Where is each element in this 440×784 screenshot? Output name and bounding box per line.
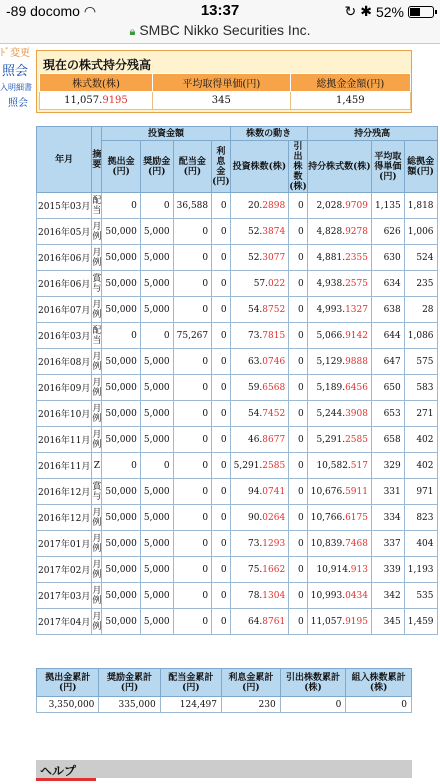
table-row (37, 375, 438, 401)
totals-value: 124,497 (160, 697, 221, 713)
table-row (37, 219, 438, 245)
cell-interest: 0 (212, 245, 231, 271)
cell-invest-shares: 5,291.2585 (230, 453, 289, 479)
left-menu-item[interactable]: 入明細書 (0, 83, 32, 92)
cell-interest: 0 (212, 557, 231, 583)
cell-hold-shares: 4,938.2575 (307, 271, 371, 297)
cell-dividend: 0 (173, 245, 212, 271)
table-row (37, 531, 438, 557)
cell-month: 2016年11月 (37, 427, 92, 453)
col-withdraw-shares: 引出株数(株) (289, 141, 307, 192)
cell-month: 2016年06月 (37, 245, 92, 271)
totals-header: 組入株数累計(株) (346, 669, 412, 697)
table-row (37, 427, 438, 453)
summary-header: 平均取得単価(円) (152, 74, 290, 92)
cell-invest-shares: 73.7815 (230, 323, 289, 349)
cell-hold-shares: 10,766.6175 (307, 505, 371, 531)
totals-value: 335,000 (99, 697, 160, 713)
cell-incentive: 5,000 (140, 531, 173, 557)
cell-incentive: 5,000 (140, 479, 173, 505)
cell-total-amount: 1,086 (404, 323, 437, 349)
cell-avg-cost: 650 (371, 375, 404, 401)
cell-incentive: 5,000 (140, 297, 173, 323)
cell-incentive: 5,000 (140, 349, 173, 375)
cell-contribution: 50,000 (102, 479, 141, 505)
cell-withdraw-shares: 0 (289, 349, 308, 375)
cell-month: 2017年04月 (37, 609, 92, 635)
cell-category: 賞 与 (92, 479, 102, 505)
table-row (37, 557, 438, 583)
cell-hold-shares: 5,066.9142 (307, 323, 371, 349)
col-total-amount: 総拠金額(円) (404, 141, 437, 193)
cell-dividend: 0 (173, 349, 212, 375)
cell-total-amount: 583 (404, 375, 437, 401)
table-row (37, 453, 438, 479)
col-contribution: 拠出金(円) (102, 141, 141, 193)
totals-header: 配当金累計(円) (160, 669, 221, 697)
cell-avg-cost: 638 (371, 297, 404, 323)
cell-incentive: 5,000 (140, 245, 173, 271)
cell-withdraw-shares: 0 (289, 323, 308, 349)
summary-total: 1,459 (290, 92, 410, 110)
col-incentive: 奨励金(円) (140, 141, 173, 193)
cell-withdraw-shares: 0 (289, 375, 308, 401)
cell-avg-cost: 331 (371, 479, 404, 505)
cell-withdraw-shares: 0 (289, 427, 308, 453)
cell-contribution: 50,000 (102, 245, 141, 271)
cell-invest-shares: 78.1304 (230, 583, 289, 609)
cell-invest-shares: 54.7452 (230, 401, 289, 427)
cell-month: 2016年08月 (37, 349, 92, 375)
cell-month: 2016年03月 (37, 323, 92, 349)
battery-percent: 52% (375, 3, 404, 20)
cell-incentive: 5,000 (140, 427, 173, 453)
cell-withdraw-shares: 0 (289, 531, 308, 557)
table-row (37, 271, 438, 297)
left-menu-item[interactable]: ﾄﾞ変更 (0, 48, 30, 59)
cell-interest: 0 (212, 453, 231, 479)
cell-incentive: 5,000 (140, 505, 173, 531)
cell-contribution: 50,000 (102, 401, 141, 427)
cell-invest-shares: 52.3874 (230, 219, 289, 245)
cell-category: 月 例 (92, 531, 102, 557)
cell-month: 2016年09月 (37, 375, 92, 401)
cell-month: 2016年06月 (37, 271, 92, 297)
cell-total-amount: 823 (404, 505, 437, 531)
cell-interest: 0 (212, 427, 231, 453)
cell-hold-shares: 10,582.517 (307, 453, 371, 479)
cell-incentive: 5,000 (140, 271, 173, 297)
col-month: 年月 (37, 127, 92, 193)
cell-category: 月 例 (92, 609, 102, 635)
summary-shares: 11,057.9195 (40, 92, 153, 110)
cell-hold-shares: 4,828.9278 (307, 219, 371, 245)
cell-category: 賞 与 (92, 271, 102, 297)
cell-withdraw-shares: 0 (289, 271, 308, 297)
col-hold-shares: 持分株式数(株) (307, 141, 371, 193)
cell-category: 月 例 (92, 375, 102, 401)
cell-invest-shares: 46.8677 (230, 427, 289, 453)
cell-avg-cost: 644 (371, 323, 404, 349)
cell-withdraw-shares: 0 (289, 583, 308, 609)
summary-title: 現在の株式持分残高 (43, 58, 152, 72)
cell-invest-shares: 57.022 (230, 271, 289, 297)
cell-hold-shares: 11,057.9195 (307, 609, 371, 635)
totals-header: 奨励金累計(円) (99, 669, 160, 697)
cell-interest: 0 (212, 219, 231, 245)
carrier-signal: -89 docomo ◠ (6, 3, 97, 19)
cell-total-amount: 575 (404, 349, 437, 375)
cell-contribution: 50,000 (102, 531, 141, 557)
cell-month: 2017年02月 (37, 557, 92, 583)
table-row (37, 479, 438, 505)
cell-invest-shares: 20.2898 (230, 193, 289, 219)
col-category: 摘要 (92, 127, 102, 193)
cell-contribution: 50,000 (102, 349, 141, 375)
holdings-summary (36, 50, 412, 113)
cell-invest-shares: 59.6568 (230, 375, 289, 401)
cell-withdraw-shares: 0 (289, 609, 308, 635)
cell-avg-cost: 647 (371, 349, 404, 375)
cell-withdraw-shares: 0 (289, 479, 308, 505)
cell-interest: 0 (212, 349, 231, 375)
bluetooth-icon: ✱ (360, 3, 372, 19)
totals-table (36, 668, 412, 713)
cell-hold-shares: 5,244.3908 (307, 401, 371, 427)
cell-category: 月 例 (92, 583, 102, 609)
cell-invest-shares: 64.8761 (230, 609, 289, 635)
cell-month: 2017年03月 (37, 583, 92, 609)
table-row (37, 609, 438, 635)
cell-contribution: 50,000 (102, 219, 141, 245)
cell-dividend: 0 (173, 375, 212, 401)
cell-hold-shares: 4,993.1327 (307, 297, 371, 323)
cell-dividend: 0 (173, 219, 212, 245)
cell-contribution: 50,000 (102, 557, 141, 583)
cell-withdraw-shares: 0 (289, 557, 308, 583)
cell-hold-shares: 10,676.5911 (307, 479, 371, 505)
cell-avg-cost: 630 (371, 245, 404, 271)
cell-total-amount: 404 (404, 531, 437, 557)
cell-invest-shares: 73.1293 (230, 531, 289, 557)
cell-avg-cost: 626 (371, 219, 404, 245)
cell-total-amount: 1,818 (404, 193, 437, 219)
cell-invest-shares: 75.1662 (230, 557, 289, 583)
cell-dividend: 0 (173, 297, 212, 323)
cell-dividend: 0 (173, 557, 212, 583)
left-menu-item[interactable]: 照会 (8, 98, 28, 109)
cell-incentive: 5,000 (140, 401, 173, 427)
cell-avg-cost: 329 (371, 453, 404, 479)
cell-dividend: 75,267 (173, 323, 212, 349)
cell-month: 2016年12月 (37, 505, 92, 531)
cell-interest: 0 (212, 401, 231, 427)
cell-avg-cost: 653 (371, 401, 404, 427)
cell-dividend: 0 (173, 479, 212, 505)
cell-interest: 0 (212, 479, 231, 505)
cell-contribution: 50,000 (102, 427, 141, 453)
table-row (37, 505, 438, 531)
status-right (345, 3, 435, 20)
col-dividend: 配当金(円) (173, 141, 212, 193)
help-section-title[interactable]: ヘルプ (36, 760, 412, 778)
totals-header: 利息金累計(円) (222, 669, 281, 697)
totals-header: 拠出金累計(円) (37, 669, 99, 697)
cell-withdraw-shares: 0 (289, 453, 308, 479)
summary-avg-price: 345 (152, 92, 290, 110)
cell-category: 配 当 (92, 323, 102, 349)
url-bar[interactable] (0, 22, 440, 44)
table-row (37, 401, 438, 427)
cell-dividend: 0 (173, 271, 212, 297)
cell-hold-shares: 5,129.9888 (307, 349, 371, 375)
left-menu (0, 46, 32, 112)
cell-month: 2016年05月 (37, 219, 92, 245)
totals-value: 0 (346, 697, 412, 713)
cell-invest-shares: 52.3077 (230, 245, 289, 271)
totals-header: 引出株数累計(株) (280, 669, 346, 697)
totals-value: 0 (280, 697, 346, 713)
cell-interest: 0 (212, 271, 231, 297)
cell-month: 2017年01月 (37, 531, 92, 557)
cell-hold-shares: 5,189.6456 (307, 375, 371, 401)
cell-incentive: 0 (140, 453, 173, 479)
cell-dividend: 0 (173, 427, 212, 453)
table-row (37, 297, 438, 323)
url-title: SMBC Nikko Securities Inc. (139, 22, 311, 38)
left-menu-item[interactable]: 照会 (1, 63, 28, 78)
cell-avg-cost: 337 (371, 531, 404, 557)
cell-withdraw-shares: 0 (289, 505, 308, 531)
cell-interest: 0 (212, 297, 231, 323)
group-movement: 株数の動き (230, 127, 307, 141)
cell-incentive: 5,000 (140, 583, 173, 609)
cell-avg-cost: 339 (371, 557, 404, 583)
cell-contribution: 50,000 (102, 505, 141, 531)
cell-incentive: 5,000 (140, 219, 173, 245)
cell-contribution: 50,000 (102, 271, 141, 297)
cell-withdraw-shares: 0 (289, 245, 308, 271)
totals-value: 3,350,000 (37, 697, 99, 713)
col-invest-shares: 投資株数(株) (230, 141, 289, 193)
cell-total-amount: 402 (404, 427, 437, 453)
cell-avg-cost: 334 (371, 505, 404, 531)
cell-avg-cost: 658 (371, 427, 404, 453)
table-row (37, 323, 438, 349)
cell-interest: 0 (212, 505, 231, 531)
lock-icon: 🔒︎ (129, 26, 136, 38)
cell-dividend: 36,588 (173, 193, 212, 219)
cell-incentive: 5,000 (140, 609, 173, 635)
totals-value: 230 (222, 697, 281, 713)
cell-interest: 0 (212, 375, 231, 401)
cell-hold-shares: 10,839.7468 (307, 531, 371, 557)
cell-month: 2015年03月 (37, 193, 92, 219)
summary-header: 総拠金金額(円) (290, 74, 410, 92)
cell-withdraw-shares: 0 (289, 219, 308, 245)
col-avg-cost: 平均取得単価(円) (371, 141, 404, 193)
cell-category: 月 例 (92, 219, 102, 245)
cell-contribution: 0 (102, 453, 141, 479)
cell-total-amount: 28 (404, 297, 437, 323)
history-table (36, 126, 438, 635)
rotation-lock-icon: ↻ (344, 3, 357, 19)
cell-hold-shares: 10,993.0434 (307, 583, 371, 609)
cell-invest-shares: 90.0264 (230, 505, 289, 531)
summary-header: 株式数(株) (40, 74, 153, 92)
cell-interest: 0 (212, 531, 231, 557)
status-bar (0, 0, 440, 22)
cell-avg-cost: 634 (371, 271, 404, 297)
cell-month: 2016年10月 (37, 401, 92, 427)
cell-category: 月 例 (92, 401, 102, 427)
clock: 13:37 (200, 2, 240, 19)
cell-category: 月 例 (92, 349, 102, 375)
cell-avg-cost: 345 (371, 609, 404, 635)
cell-month: 2016年12月 (37, 479, 92, 505)
cell-contribution: 0 (102, 193, 141, 219)
cell-hold-shares: 10,914.913 (307, 557, 371, 583)
cell-dividend: 0 (173, 401, 212, 427)
table-row (37, 349, 438, 375)
cell-incentive: 5,000 (140, 557, 173, 583)
cell-total-amount: 524 (404, 245, 437, 271)
cell-interest: 0 (212, 193, 231, 219)
battery-icon (408, 6, 434, 18)
help-divider (36, 778, 96, 781)
cell-dividend: 0 (173, 583, 212, 609)
table-row (37, 193, 438, 219)
cell-category: 月 例 (92, 245, 102, 271)
cell-total-amount: 271 (404, 401, 437, 427)
cell-interest: 0 (212, 323, 231, 349)
cell-month: 2016年11月 (37, 453, 92, 479)
cell-category: 月 例 (92, 557, 102, 583)
cell-total-amount: 1,006 (404, 219, 437, 245)
battery-level (410, 8, 420, 16)
cell-total-amount: 971 (404, 479, 437, 505)
cell-category: 配 当 (92, 193, 102, 219)
cell-invest-shares: 94.0741 (230, 479, 289, 505)
cell-contribution: 50,000 (102, 297, 141, 323)
cell-invest-shares: 63.0746 (230, 349, 289, 375)
table-row (37, 583, 438, 609)
cell-contribution: 0 (102, 323, 141, 349)
cell-dividend: 0 (173, 453, 212, 479)
cell-avg-cost: 1,135 (371, 193, 404, 219)
col-interest: 利息金(円) (212, 141, 231, 193)
cell-incentive: 5,000 (140, 375, 173, 401)
cell-category: 月 例 (92, 505, 102, 531)
cell-interest: 0 (212, 609, 231, 635)
cell-interest: 0 (212, 583, 231, 609)
cell-total-amount: 1,459 (404, 609, 437, 635)
cell-hold-shares: 2,028.9709 (307, 193, 371, 219)
cell-withdraw-shares: 0 (289, 401, 308, 427)
cell-month: 2016年07月 (37, 297, 92, 323)
cell-category: 月 例 (92, 297, 102, 323)
cell-invest-shares: 54.8752 (230, 297, 289, 323)
cell-incentive: 0 (140, 323, 173, 349)
cell-contribution: 50,000 (102, 375, 141, 401)
cell-hold-shares: 5,291.2585 (307, 427, 371, 453)
cell-total-amount: 402 (404, 453, 437, 479)
table-row (37, 245, 438, 271)
group-investment: 投資金額 (102, 127, 230, 141)
cell-total-amount: 235 (404, 271, 437, 297)
cell-category: Z (92, 453, 102, 479)
cell-dividend: 0 (173, 505, 212, 531)
cell-dividend: 0 (173, 531, 212, 557)
cell-total-amount: 535 (404, 583, 437, 609)
cell-total-amount: 1,193 (404, 557, 437, 583)
wifi-icon: ◠ (83, 3, 97, 19)
cell-category: 月 例 (92, 427, 102, 453)
cell-avg-cost: 342 (371, 583, 404, 609)
group-holding: 持分残高 (307, 127, 437, 141)
cell-hold-shares: 4,881.2355 (307, 245, 371, 271)
cell-incentive: 0 (140, 193, 173, 219)
cell-contribution: 50,000 (102, 583, 141, 609)
cell-dividend: 0 (173, 609, 212, 635)
cell-withdraw-shares: 0 (289, 297, 308, 323)
summary-table (39, 73, 411, 110)
cell-withdraw-shares: 0 (289, 193, 308, 219)
cell-contribution: 50,000 (102, 609, 141, 635)
